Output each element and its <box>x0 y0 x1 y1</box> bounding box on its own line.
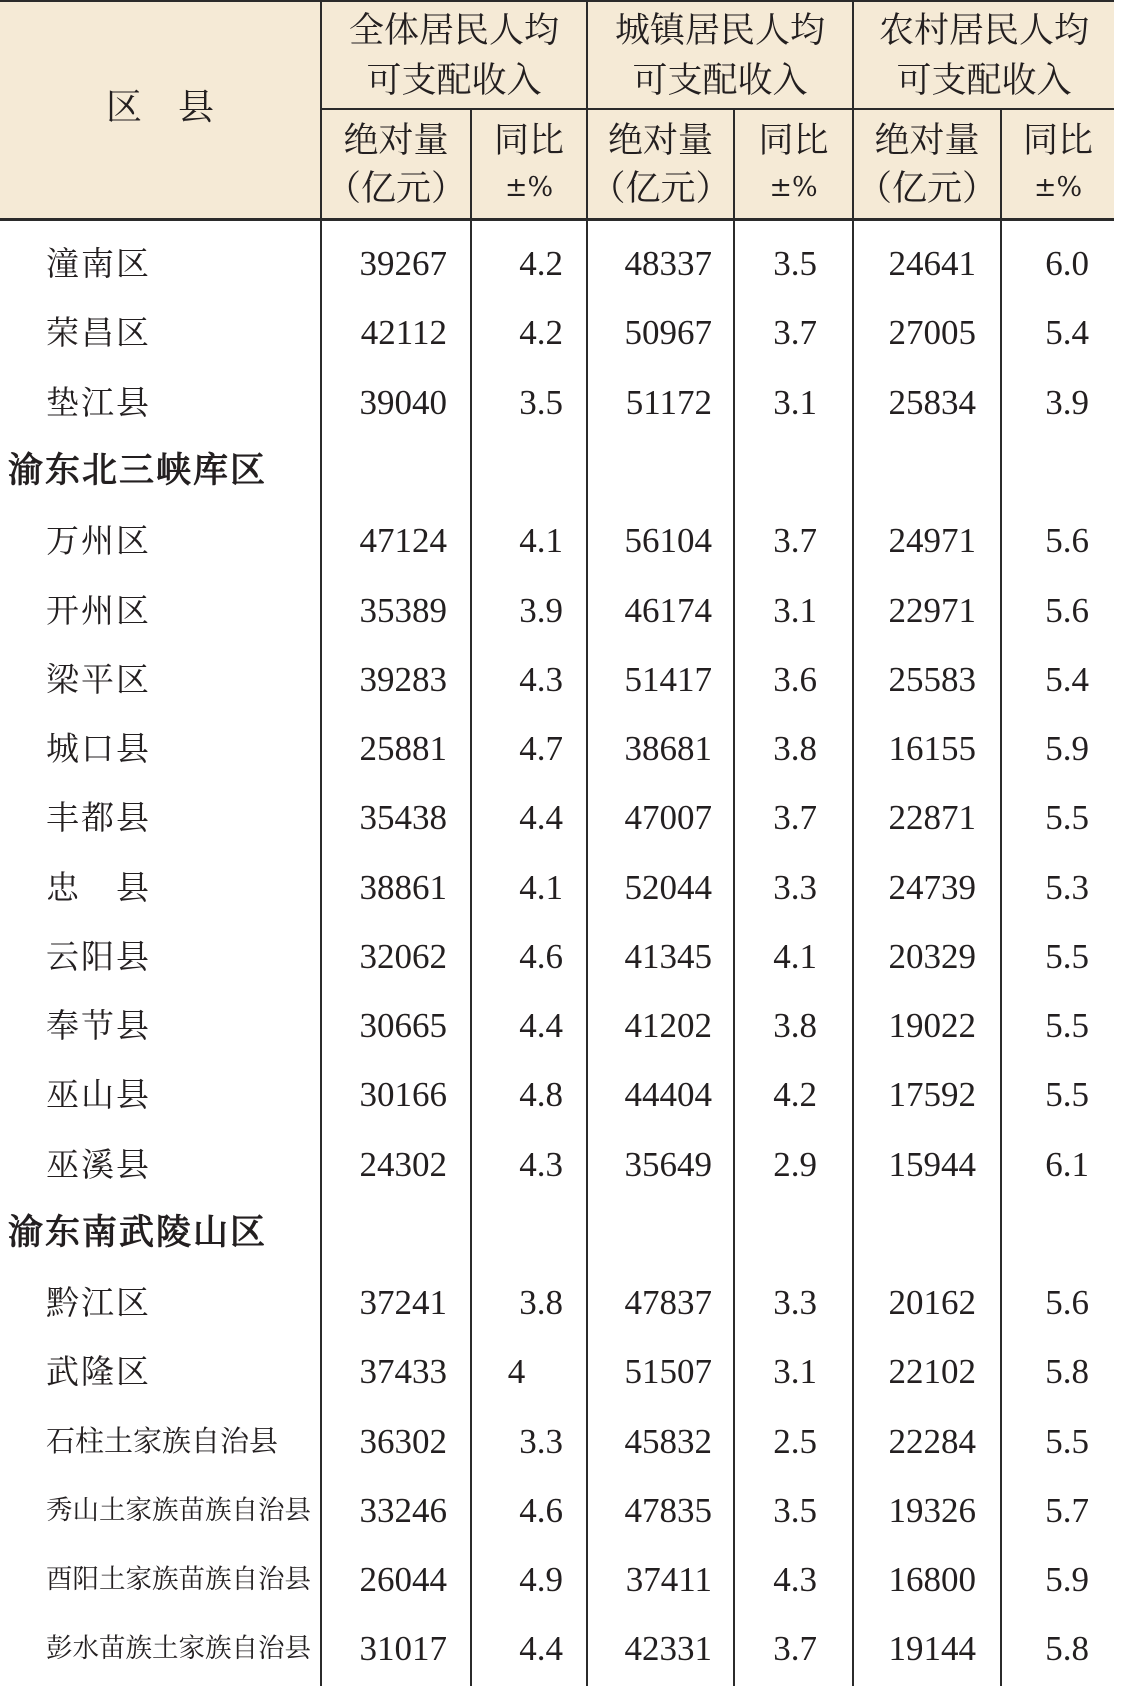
rural-yoy: 5.3 <box>1045 868 1089 907</box>
rural-abs: 17592 <box>888 1075 976 1114</box>
header-group-all-line1: 全体居民人均 <box>348 11 559 51</box>
header-urban-abs-line1: 绝对量 <box>607 121 713 161</box>
district-name: 垫江县 <box>46 383 151 422</box>
all-abs: 31017 <box>359 1629 447 1668</box>
rural-yoy: 5.4 <box>1045 313 1089 352</box>
district-name: 奉节县 <box>46 1006 151 1045</box>
header-group-all-line2: 可支配收入 <box>366 61 542 101</box>
urban-abs: 46174 <box>624 591 712 630</box>
district-name: 秀山土家族苗族自治县 <box>46 1495 311 1526</box>
rural-abs: 25583 <box>888 660 976 699</box>
table-row <box>0 922 1114 991</box>
rural-yoy: 5.5 <box>1045 798 1089 837</box>
rural-yoy: 5.6 <box>1045 521 1089 560</box>
urban-abs: 37411 <box>625 1560 712 1599</box>
header-top-rule <box>0 0 1114 2</box>
rural-abs: 24739 <box>888 868 976 907</box>
rural-yoy: 6.0 <box>1045 244 1089 283</box>
rural-yoy: 5.9 <box>1045 729 1089 768</box>
table-row <box>0 1337 1114 1406</box>
urban-yoy: 2.9 <box>773 1145 817 1184</box>
table-row <box>0 1407 1114 1476</box>
all-abs: 26044 <box>359 1560 447 1599</box>
section-title: 渝东北三峡库区 <box>8 451 268 491</box>
header-group-rural-line2: 可支配收入 <box>896 61 1072 101</box>
district-name: 荣昌区 <box>46 313 151 352</box>
urban-yoy: 3.6 <box>773 660 817 699</box>
urban-yoy: 2.5 <box>773 1422 817 1461</box>
all-abs: 39040 <box>359 383 447 422</box>
district-name: 武隆区 <box>46 1352 151 1391</box>
table-row <box>0 1614 1114 1683</box>
urban-yoy: 3.1 <box>773 1352 817 1391</box>
table-row <box>0 576 1114 645</box>
all-abs: 35389 <box>359 591 447 630</box>
table-row <box>0 1476 1114 1545</box>
district-name: 潼南区 <box>46 244 151 283</box>
all-abs: 25881 <box>359 729 447 768</box>
urban-yoy: 3.1 <box>773 591 817 630</box>
all-abs: 42112 <box>360 313 447 352</box>
urban-yoy: 3.5 <box>773 244 817 283</box>
divider-district <box>320 0 322 220</box>
table-row <box>0 1545 1114 1614</box>
all-yoy: 4.3 <box>519 660 563 699</box>
district-name: 万州区 <box>46 521 151 560</box>
district-name: 彭水苗族土家族自治县 <box>46 1633 311 1664</box>
all-yoy: 4.1 <box>519 521 563 560</box>
all-abs: 33246 <box>359 1491 447 1530</box>
rural-yoy: 3.9 <box>1045 383 1089 422</box>
header-all-yoy-line2: ±% <box>504 172 554 203</box>
urban-yoy: 3.7 <box>773 798 817 837</box>
rural-abs: 20162 <box>888 1283 976 1322</box>
rural-yoy: 6.1 <box>1045 1145 1089 1184</box>
rural-abs: 19022 <box>888 1006 976 1045</box>
urban-abs: 35649 <box>624 1145 712 1184</box>
urban-abs: 38681 <box>624 729 712 768</box>
urban-abs: 51172 <box>625 383 712 422</box>
district-name: 丰都县 <box>46 798 151 837</box>
header-urban-yoy-line2: ±% <box>769 172 818 203</box>
all-abs: 39283 <box>359 660 447 699</box>
district-name: 梁平区 <box>46 660 151 699</box>
all-abs: 30665 <box>359 1006 447 1045</box>
urban-yoy: 3.3 <box>773 868 817 907</box>
district-name: 巫溪县 <box>46 1145 151 1184</box>
all-abs: 39267 <box>359 244 447 283</box>
rural-yoy: 5.9 <box>1045 1560 1089 1599</box>
urban-abs: 47837 <box>624 1283 712 1322</box>
urban-yoy: 3.8 <box>773 1006 817 1045</box>
district-name: 云阳县 <box>46 937 151 976</box>
rural-abs: 25834 <box>888 383 976 422</box>
rural-abs: 27005 <box>888 313 976 352</box>
urban-abs: 51417 <box>624 660 712 699</box>
divider-rural-sub <box>1000 108 1002 220</box>
district-name: 城口县 <box>46 729 151 768</box>
rural-yoy: 5.5 <box>1045 1422 1089 1461</box>
district-name: 石柱土家族自治县 <box>46 1424 279 1458</box>
section-row <box>0 437 1114 506</box>
rural-yoy: 5.5 <box>1045 1075 1089 1114</box>
rural-abs: 19326 <box>888 1491 976 1530</box>
all-yoy: 3.3 <box>519 1422 563 1461</box>
header-rural-abs-line1: 绝对量 <box>874 121 980 161</box>
all-abs: 24302 <box>359 1145 447 1184</box>
district-name: 巫山县 <box>46 1075 151 1114</box>
all-yoy: 4 <box>507 1352 526 1391</box>
rural-yoy: 5.8 <box>1045 1352 1089 1391</box>
header-district: 区 县 <box>105 87 214 128</box>
rural-abs: 16155 <box>888 729 976 768</box>
header-urban-yoy-line1: 同比 <box>758 121 829 161</box>
urban-abs: 56104 <box>624 521 712 560</box>
header-middle-rule <box>320 108 1114 110</box>
rural-yoy: 5.6 <box>1045 591 1089 630</box>
urban-yoy: 3.7 <box>773 313 817 352</box>
all-abs: 30166 <box>359 1075 447 1114</box>
urban-yoy: 4.2 <box>773 1075 817 1114</box>
all-abs: 47124 <box>359 521 447 560</box>
district-name: 酉阳土家族苗族自治县 <box>46 1564 311 1595</box>
all-abs: 37241 <box>359 1283 447 1322</box>
urban-abs: 47007 <box>624 798 712 837</box>
all-abs: 32062 <box>359 937 447 976</box>
urban-yoy: 3.7 <box>773 521 817 560</box>
table-row <box>0 229 1114 298</box>
all-abs: 38861 <box>359 868 447 907</box>
all-yoy: 4.6 <box>519 1491 563 1530</box>
all-yoy: 4.2 <box>519 244 563 283</box>
header-group-urban-line1: 城镇居民人均 <box>614 11 825 51</box>
urban-abs: 45832 <box>624 1422 712 1461</box>
urban-abs: 47835 <box>624 1491 712 1530</box>
header-bottom-rule <box>0 218 1114 221</box>
divider-all-sub <box>470 108 472 220</box>
all-abs: 37433 <box>359 1352 447 1391</box>
rural-abs: 19144 <box>888 1629 976 1668</box>
urban-abs: 41345 <box>624 937 712 976</box>
divider-urban-sub <box>733 108 735 220</box>
table-row <box>0 368 1114 437</box>
all-yoy: 3.5 <box>519 383 563 422</box>
rural-abs: 22971 <box>888 591 976 630</box>
rural-yoy: 5.8 <box>1045 1629 1089 1668</box>
table-row <box>0 1268 1114 1337</box>
urban-abs: 41202 <box>624 1006 712 1045</box>
all-yoy: 4.4 <box>519 798 563 837</box>
urban-abs: 52044 <box>624 868 712 907</box>
urban-abs: 42331 <box>624 1629 712 1668</box>
rural-abs: 22284 <box>888 1422 976 1461</box>
rural-yoy: 5.7 <box>1045 1491 1089 1530</box>
urban-yoy: 3.3 <box>773 1283 817 1322</box>
section-row <box>0 1199 1114 1268</box>
district-name: 忠 县 <box>46 868 151 907</box>
rural-abs: 24641 <box>888 244 976 283</box>
header-rural-yoy-line2: ±% <box>1033 172 1083 203</box>
header-all-abs-line2: （亿元） <box>325 169 466 209</box>
table-row <box>0 1130 1114 1199</box>
header-urban-abs-line2: （亿元） <box>590 169 731 209</box>
rural-yoy: 5.5 <box>1045 937 1089 976</box>
all-yoy: 4.8 <box>519 1075 563 1114</box>
urban-yoy: 3.1 <box>773 383 817 422</box>
table-row <box>0 853 1114 922</box>
rural-yoy: 5.4 <box>1045 660 1089 699</box>
district-name: 开州区 <box>46 591 151 630</box>
header-rural-abs-line2: （亿元） <box>856 169 997 209</box>
urban-yoy: 4.3 <box>773 1560 817 1599</box>
rural-yoy: 5.6 <box>1045 1283 1089 1322</box>
header-group-rural-line1: 农村居民人均 <box>878 11 1089 51</box>
urban-yoy: 3.5 <box>773 1491 817 1530</box>
urban-abs: 50967 <box>624 313 712 352</box>
all-yoy: 4.3 <box>519 1145 563 1184</box>
urban-yoy: 3.8 <box>773 729 817 768</box>
table-row <box>0 645 1114 714</box>
all-yoy: 4.4 <box>519 1006 563 1045</box>
all-yoy: 4.1 <box>519 868 563 907</box>
divider-all-urban <box>586 0 588 220</box>
all-yoy: 4.7 <box>519 729 563 768</box>
table-row <box>0 506 1114 575</box>
rural-abs: 20329 <box>888 937 976 976</box>
all-abs: 36302 <box>359 1422 447 1461</box>
header-rural-yoy-line1: 同比 <box>1022 121 1093 161</box>
rural-abs: 24971 <box>888 521 976 560</box>
table-row <box>0 783 1114 852</box>
district-name: 黔江区 <box>46 1283 151 1322</box>
table-row <box>0 991 1114 1060</box>
header-all-yoy-line1: 同比 <box>493 121 564 161</box>
rural-abs: 16800 <box>888 1560 976 1599</box>
rural-yoy: 5.5 <box>1045 1006 1089 1045</box>
all-yoy: 3.8 <box>519 1283 563 1322</box>
table-row <box>0 714 1114 783</box>
all-abs: 35438 <box>359 798 447 837</box>
table-row <box>0 298 1114 367</box>
urban-yoy: 3.7 <box>773 1629 817 1668</box>
all-yoy: 4.9 <box>519 1560 563 1599</box>
divider-urban-rural <box>852 0 854 220</box>
all-yoy: 4.2 <box>519 313 563 352</box>
urban-abs: 44404 <box>624 1075 712 1114</box>
table-row <box>0 1060 1114 1129</box>
table-header <box>0 0 1114 220</box>
header-all-abs-line1: 绝对量 <box>343 121 449 161</box>
rural-abs: 15944 <box>888 1145 976 1184</box>
rural-abs: 22102 <box>888 1352 976 1391</box>
section-title: 渝东南武陵山区 <box>8 1213 268 1253</box>
urban-abs: 48337 <box>624 244 712 283</box>
all-yoy: 4.4 <box>519 1629 563 1668</box>
urban-yoy: 4.1 <box>773 937 817 976</box>
all-yoy: 4.6 <box>519 937 563 976</box>
urban-abs: 51507 <box>624 1352 712 1391</box>
header-group-urban-line2: 可支配收入 <box>632 61 808 101</box>
all-yoy: 3.9 <box>519 591 563 630</box>
rural-abs: 22871 <box>888 798 976 837</box>
